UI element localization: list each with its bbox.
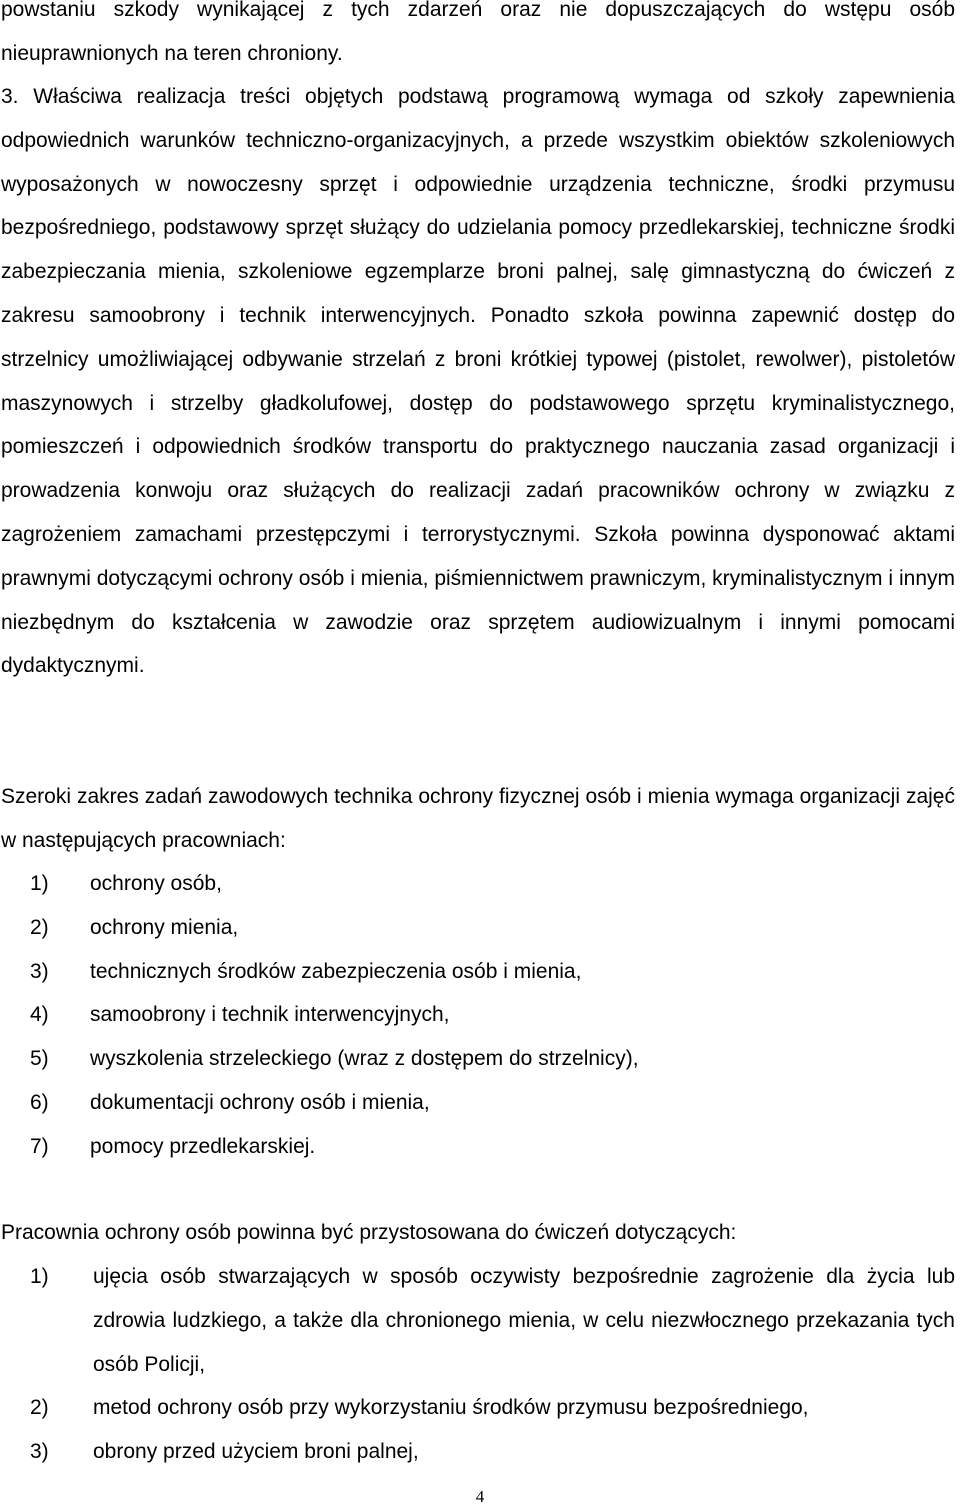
- list-item-text: wyszkolenia strzeleckiego (wraz z dostępem do strzelnicy),: [90, 1047, 639, 1071]
- list-item-text: ujęcia osób stwarzających w sposób oczywisty bezpośrednie zagrożenie dla życia lub zdrowia ludzkiego, a także dla chronionego mienia, w celu niezwłocznego przekazania tych osób Policji,: [93, 1265, 955, 1376]
- list-item-text: obrony przed użyciem broni palnej,: [93, 1440, 419, 1464]
- paragraph-workshops-intro: Szeroki zakres zadań zawodowych technika ochrony fizycznej osób i mienia wymaga organizacji zajęć w następujących pracowniach:: [1, 785, 955, 852]
- paragraph-personal-protection-intro: Pracownia ochrony osób powinna być przystosowana do ćwiczeń dotyczących:: [1, 1221, 737, 1244]
- list-item: [0, 1430, 960, 1474]
- list-item: [0, 1386, 960, 1430]
- list-item-number: 2): [30, 1396, 49, 1420]
- list-item-text: samoobrony i technik interwencyjnych,: [90, 1003, 450, 1027]
- list-item: [0, 950, 960, 994]
- list-item: [0, 1037, 960, 1081]
- list-item-number: 2): [30, 915, 49, 939]
- list-item-number: 5): [30, 1047, 49, 1071]
- list-item-number: 3): [30, 959, 49, 983]
- list-item-number: 4): [30, 1003, 49, 1027]
- list-item: [0, 906, 960, 950]
- list-item: [0, 1081, 960, 1125]
- list-item-number: 7): [30, 1134, 49, 1158]
- list-item-number: 1): [30, 1265, 49, 1288]
- page-number: 4: [475, 1487, 485, 1506]
- list-item-text: technicznych środków zabezpieczenia osób i mienia,: [90, 959, 582, 983]
- list-item-text: ochrony osób,: [90, 872, 222, 895]
- list-item: [0, 1125, 960, 1169]
- list-item-number: 6): [30, 1090, 49, 1114]
- list-item-text: ochrony mienia,: [90, 915, 239, 939]
- paragraph-continuation: powstaniu szkody wynikającej z tych zdarzeń oraz nie dopuszczających do wstępu osób nieuprawnionych na teren chroniony.: [1, 0, 955, 65]
- paragraph-requirements: 3. Właściwa realizacja treści objętych podstawą programową wymaga od szkoły zapewnienia odpowiednich warunków techniczno-organizacyjnych, a przede wszystkim obiektów szkoleniowych wyposażonych w nowoczesny sprzęt i odpowiednie urządzenia techniczne, środki przymusu bezpośredniego, podstawowy sprzęt służący do udzielania pomocy przedlekarskiej, techniczne środki zabezpieczania mienia, szkoleniowe egzemplarze broni palnej, salę gimnastyczną do ćwiczeń z zakresu samoobrony i technik interwencyjnych. Ponadto szkoła powinna zapewnić dostęp do strzelnicy umożliwiającej odbywanie strzelań z broni krótkiej typowej (pistolet, rewolwer), pistoletów maszynowych i strzelby gładkolufowej, dostęp do podstawowego sprzętu kryminalistycznego, pomieszczeń i odpowiednich środków transportu do praktycznego nauczania zasad organizacji i prowadzenia konwoju oraz służących do realizacji zadań pracowników ochrony w związku z zagrożeniem zamachami przestępczymi i terrorystycznymi. Szkoła powinna dysponować aktami prawnymi dotyczącymi ochrony osób i mienia, piśmiennictwem prawniczym, kryminalistycznym i innym niezbędnym do kształcenia w zawodzie oraz sprzętem audiowizualnym i innymi pomocami dydaktycznymi.: [1, 85, 955, 678]
- list-item: [0, 993, 960, 1037]
- exercises-list: [0, 1255, 960, 1474]
- list-item-number: 3): [30, 1440, 49, 1464]
- list-item-text: metod ochrony osób przy wykorzystaniu środków przymusu bezpośredniego,: [93, 1396, 809, 1420]
- list-item: [0, 1255, 960, 1386]
- workshops-list: [0, 862, 960, 1169]
- list-item-number: 1): [30, 872, 49, 895]
- list-item: [0, 862, 960, 906]
- list-item-text: pomocy przedlekarskiej.: [90, 1134, 316, 1158]
- list-item-text: dokumentacji ochrony osób i mienia,: [90, 1090, 430, 1114]
